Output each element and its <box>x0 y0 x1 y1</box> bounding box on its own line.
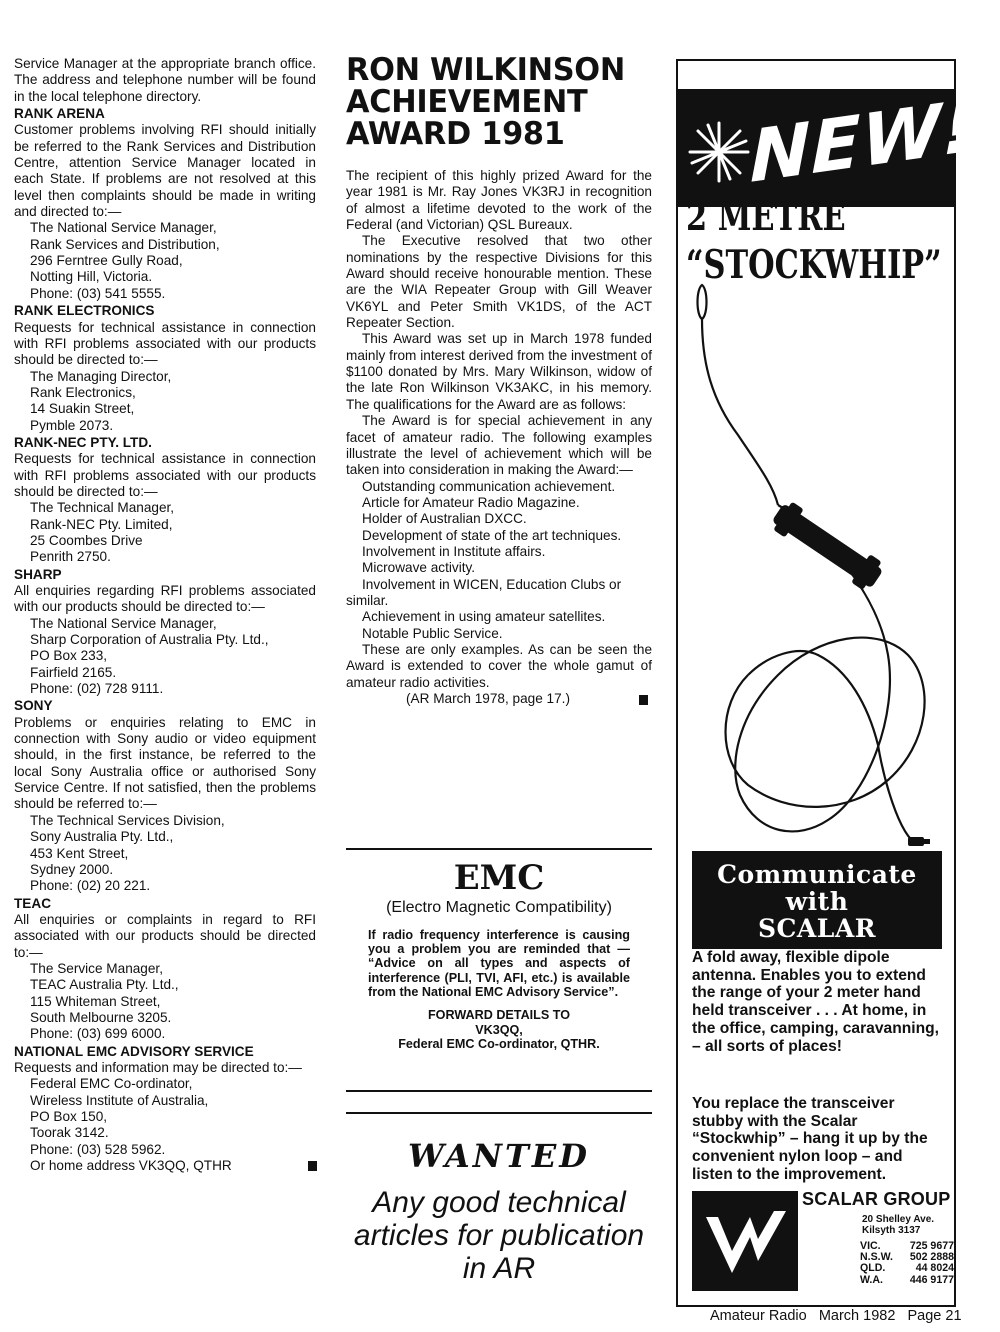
address-line: 20 Shelley Ave. <box>862 1214 935 1225</box>
example-item: Outstanding communication achievement. <box>362 478 616 494</box>
award-paragraph: The Executive resolved that two other nominations by the respective Divisions for this Award should receive honourable mention. These are the WIA Repeater Group with Gill Weaver VK6YL and Peter Smith VK1DS, of the ACT Repeater Section. <box>346 233 652 331</box>
award-paragraph: The recipient of this highly prized Award for the year 1981 is Mr. Ray Jones VK3RJ in recognition of almost a lifetime devoted to the work of the Federal (and Victorian) QSL Bureaux. <box>346 168 652 233</box>
address-line: The Technical Services Division, <box>30 812 225 828</box>
address-line: Toorak 3142. <box>30 1125 109 1141</box>
section-heading: TEAC <box>14 895 52 911</box>
wanted-line: Any good technical <box>372 1186 626 1219</box>
forward-line: VK3QQ, <box>475 1022 523 1037</box>
address-line: Phone: (03) 541 5555. <box>30 285 166 301</box>
address-line: Pymble 2073. <box>30 417 114 433</box>
slogan-line: with <box>785 887 849 916</box>
end-mark-icon <box>639 695 648 705</box>
award-paragraph: These are only examples. As can be seen the Award is extended to cover the whole gamut of amateur radio activities. <box>346 641 652 690</box>
phone-row <box>860 1263 954 1274</box>
phone-number: 502 2888 <box>909 1251 954 1264</box>
phone-list <box>860 1241 954 1286</box>
phone-number: 446 9177 <box>909 1273 954 1286</box>
new-label: NEW! <box>750 83 976 199</box>
title-line: ACHIEVEMENT <box>346 84 588 120</box>
address-line: Phone: (02) 20 221. <box>30 878 151 894</box>
magazine-name: Amateur Radio <box>710 1308 807 1324</box>
wanted-title: WANTED <box>408 1137 590 1175</box>
left-column <box>14 56 316 1174</box>
phone-state: W.A. <box>860 1273 883 1286</box>
address-line: The Technical Manager, <box>30 500 175 516</box>
divider <box>346 848 652 850</box>
address-line: The Service Manager, <box>30 960 163 976</box>
address-block <box>14 500 316 565</box>
address-line: Phone: (02) 728 9111. <box>30 681 164 697</box>
example-item: Involvement in Institute affairs. <box>362 543 546 559</box>
section-text: Requests for technical assistance in connection with RFI problems associated with our products should be directed to:— <box>14 451 316 499</box>
section-sony <box>14 698 316 894</box>
section-text: Requests and information may be directed to:— <box>14 1059 302 1075</box>
phone-state: N.S.W. <box>860 1251 893 1264</box>
divider <box>346 1090 652 1092</box>
address-block <box>14 220 316 302</box>
example-item: Notable Public Service. <box>362 625 503 641</box>
phone-row <box>860 1275 954 1286</box>
section-text: Customer problems involving RFI should initially be referred to the Rank Services and Distribution Centre, attention Service Manager located in each State. If problems are not resolved at this level then complaints should be made in writing and directed to:— <box>14 122 316 220</box>
emc-forward <box>346 1008 652 1052</box>
address-block <box>14 1076 316 1174</box>
wanted-body <box>346 1186 652 1285</box>
address-line: Sydney 2000. <box>30 861 114 877</box>
example-item: Microwave activity. <box>362 560 476 576</box>
section-rank-arena <box>14 106 316 302</box>
emc-notice <box>346 858 652 1052</box>
wanted-line: in AR <box>462 1252 536 1285</box>
forward-line: Federal EMC Co-ordinator, QTHR. <box>398 1037 600 1052</box>
scalar-advert <box>676 59 976 1307</box>
address-line: 115 Whiteman Street, <box>30 993 161 1009</box>
issue-date: March 1982 <box>818 1308 896 1324</box>
page-footer <box>710 1307 962 1325</box>
address-line: Wireless Institute of Australia, <box>30 1092 209 1108</box>
address-line: The National Service Manager, <box>30 220 217 236</box>
phone-state: QLD. <box>860 1262 886 1275</box>
section-rank-nec <box>14 435 316 566</box>
address-line: The Managing Director, <box>30 368 172 384</box>
address-block <box>14 369 316 434</box>
address-line: PO Box 150, <box>30 1109 108 1124</box>
section-heading: SONY <box>14 698 53 714</box>
reference-text: (AR March 1978, page 17.) <box>406 691 570 706</box>
address-line: South Melbourne 3205. <box>30 1009 172 1025</box>
award-title <box>346 54 646 150</box>
address-line: Federal EMC Co-ordinator, <box>30 1076 193 1092</box>
forward-line: FORWARD DETAILS TO <box>427 1008 571 1023</box>
address-line: Fairfield 2165. <box>30 664 117 680</box>
section-text: Problems or enquiries relating to EMC in connection with Sony audio or video equipment should, in the first instance, be referred to the local Sony Australia office or authorised Sony Service Centre. If not satisfied, then the problems should be referred to:— <box>14 714 316 812</box>
wanted-notice <box>346 1138 652 1285</box>
address-line-last <box>30 1158 316 1174</box>
section-text: Requests for technical assistance in connection with RFI problems associated with our products should be directed to:— <box>14 319 316 368</box>
address-line: Rank Electronics, <box>30 384 136 400</box>
company-address <box>862 1214 934 1236</box>
section-heading: RANK ELECTRONICS <box>14 303 155 319</box>
section-heading: RANK ARENA <box>14 106 105 122</box>
address-line: Penrith 2750. <box>30 549 111 565</box>
address-line: 453 Kent Street, <box>30 845 129 861</box>
phone-number: 44 8024 <box>915 1262 954 1275</box>
address-line: TEAC Australia Pty. Ltd., <box>30 977 179 993</box>
section-heading: RANK-NEC PTY. LTD. <box>14 434 152 450</box>
end-mark-icon <box>308 1161 317 1171</box>
section-rank-electronics <box>14 303 316 434</box>
product-description: A fold away, flexible dipole antenna. Enables you to extend the range of your 2 meter hand held transceiver . . . At home, in the office, camping, caravanning, – all sorts of places! <box>692 949 939 1055</box>
slogan-line: SCALAR <box>757 914 877 943</box>
page-number: Page 21 <box>907 1308 962 1324</box>
new-banner <box>678 83 976 207</box>
address-line: Rank Services and Distribution, <box>30 236 220 252</box>
product-line: “STOCKWHIP” <box>686 242 942 288</box>
address-line: Notting Hill, Victoria. <box>30 269 153 285</box>
section-text: All enquiries regarding RFI problems associated with our products should be directed to:— <box>14 583 316 615</box>
emc-title: EMC <box>453 858 545 898</box>
award-paragraph: This Award was set up in March 1978 funded mainly from interest derived from the investment of $1100 donated by Mrs. Mary Wilkinson, widow of the late Ron Wilkinson VK3AKC, in his memory. The qualifications for the Award are as follows: <box>346 331 652 412</box>
example-item: Holder of Australian DXCC. <box>362 511 527 527</box>
section-heading: NATIONAL EMC ADVISORY SERVICE <box>14 1043 254 1059</box>
award-reference <box>346 691 652 707</box>
product-description-2: You replace the transceiver stubby with the Scalar “Stockwhip” – hang it up by the convenient nylon loop – and listen to the improvement. <box>692 1095 928 1183</box>
section-heading: SHARP <box>14 566 62 582</box>
starburst-icon <box>686 119 752 185</box>
title-line: AWARD 1981 <box>346 116 565 152</box>
section-text: All enquiries or complaints in regard to RFI associated with our products should be directed to:— <box>14 911 316 960</box>
scalar-logo-icon <box>692 1191 798 1291</box>
section-sharp <box>14 567 316 698</box>
address-line: Sony Australia Pty. Ltd., <box>30 829 174 845</box>
wanted-line: articles for publication <box>353 1219 645 1252</box>
address-block <box>14 813 316 895</box>
title-line: RON WILKINSON <box>346 52 625 88</box>
address-line: Sharp Corporation of Australia Pty. Ltd., <box>30 632 269 648</box>
award-paragraph: The Award is for special achievement in any facet of amateur radio. The following examples illustrate the level of achievement which will be taken into consideration in making the Award:— <box>346 413 652 478</box>
address-line: 14 Suakin Street, <box>30 401 135 417</box>
address-line: PO Box 233, <box>30 648 108 664</box>
slogan-box <box>692 851 942 949</box>
address-block <box>14 961 316 1043</box>
company-name: SCALAR GROUP <box>802 1189 951 1209</box>
intro-paragraph: Service Manager at the appropriate branch office. The address and telephone number will be found in the local telephone directory. <box>14 56 316 104</box>
phone-state: VIC. <box>860 1240 881 1252</box>
address-line: Or home address VK3QQ, QTHR <box>30 1158 232 1174</box>
section-national-emc <box>14 1044 316 1175</box>
section-teac <box>14 896 316 1043</box>
product-line: 2 METRE <box>686 194 846 240</box>
award-article <box>346 54 652 707</box>
address-block <box>14 616 316 698</box>
address-line: Phone: (03) 528 5962. <box>30 1141 166 1157</box>
example-item: Involvement in WICEN, Education Clubs or similar. <box>346 576 622 608</box>
example-item: Achievement in using amateur satellites. <box>362 609 606 625</box>
address-line: The National Service Manager, <box>30 615 217 631</box>
address-line: 25 Coombes Drive <box>30 532 143 548</box>
examples-list <box>346 479 652 642</box>
example-item: Article for Amateur Radio Magazine. <box>362 494 580 510</box>
address-line: Phone: (03) 699 6000. <box>30 1026 166 1042</box>
address-line: 296 Ferntree Gully Road, <box>30 253 183 269</box>
stockwhip-antenna-illustration <box>678 275 954 855</box>
address-line: Kilsyth 3137 <box>862 1225 921 1236</box>
emc-subtitle: (Electro Magnetic Compatibility) <box>386 899 612 916</box>
phone-number: 725 9677 <box>909 1240 954 1252</box>
divider <box>346 1112 652 1114</box>
slogan-line: Communicate <box>717 860 917 889</box>
address-line: Rank-NEC Pty. Limited, <box>30 516 173 532</box>
example-item: Development of state of the art techniques. <box>362 527 622 543</box>
emc-body: If radio frequency interference is causing you a problem you are reminded that — “Advice on all types and aspects of interference (PLI, TVI, AFI, etc.) is available from the National EMC Advisory Service”. <box>368 928 630 999</box>
